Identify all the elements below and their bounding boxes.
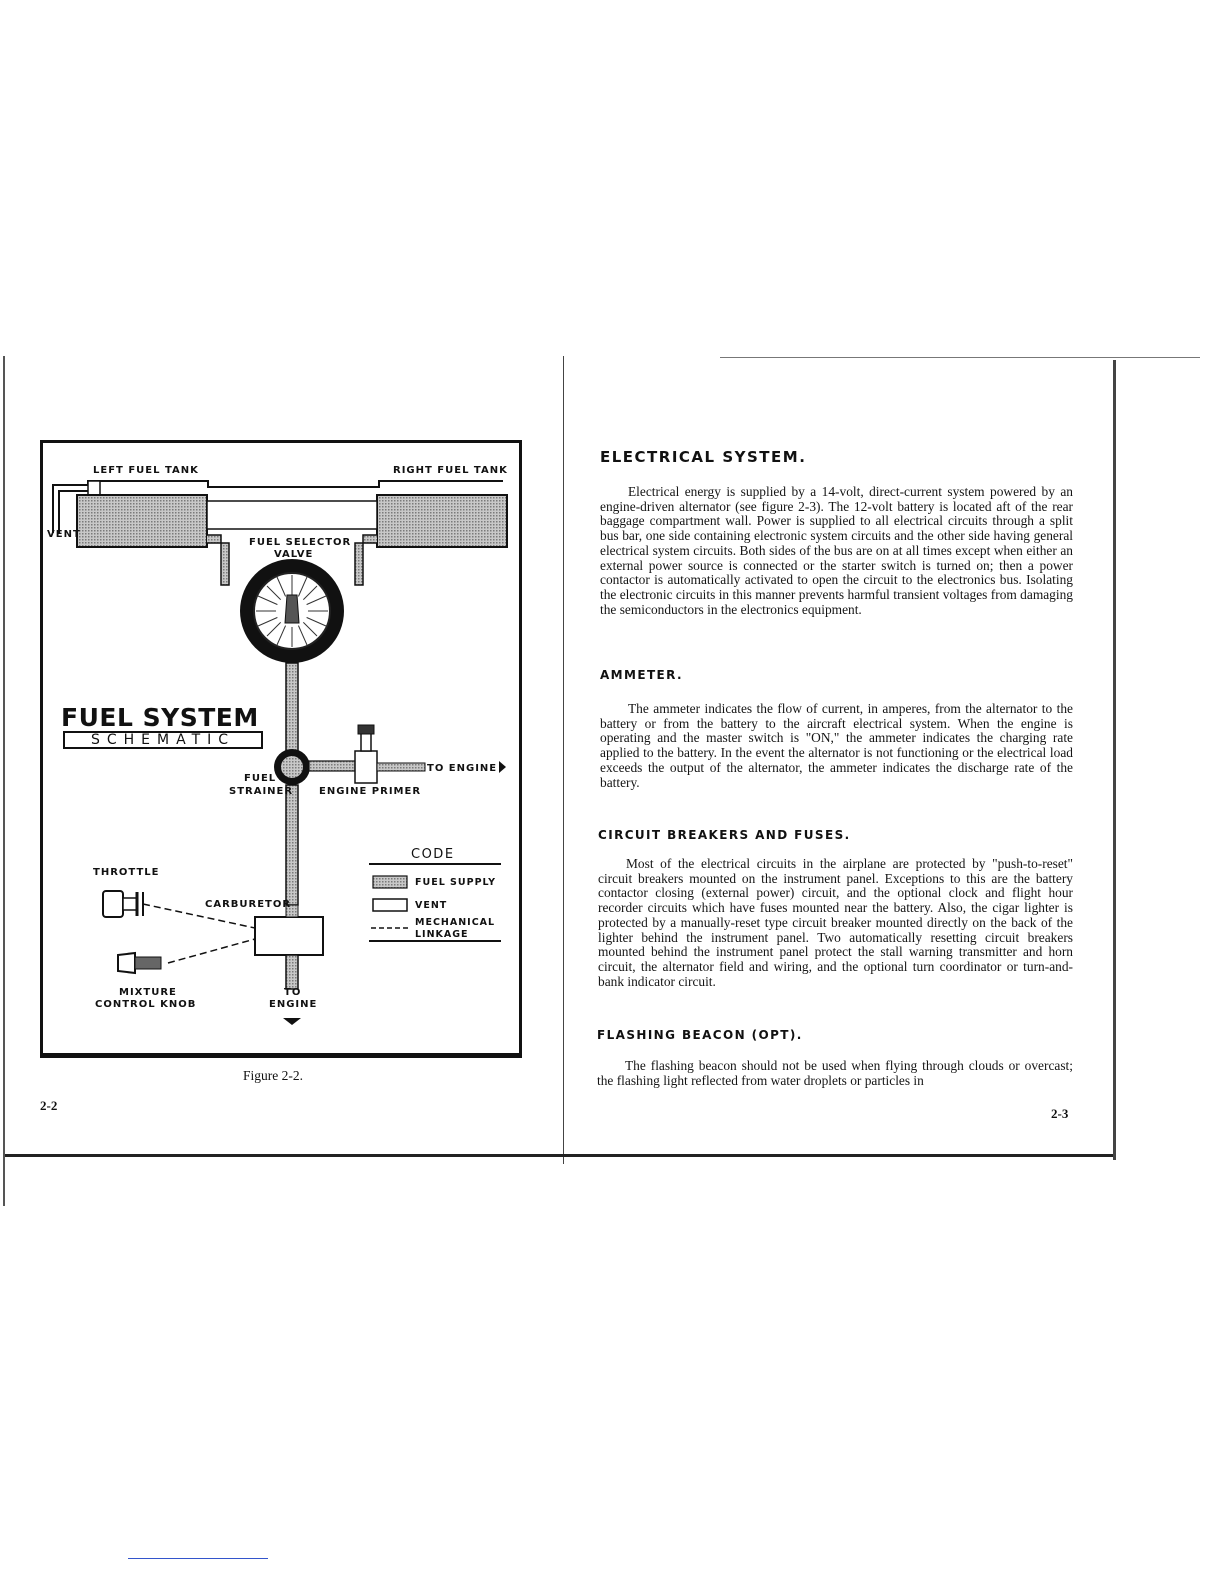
page-gutter-line xyxy=(563,356,564,1164)
flashing-beacon-paragraph: The flashing beacon should not be used when flying through clouds or overcast; the flashing light reflected from water droplets or particles in xyxy=(597,1058,1073,1088)
flashing-beacon-heading: FLASHING BEACON (OPT). xyxy=(597,1028,803,1042)
bottom-binding-line xyxy=(5,1154,1113,1157)
code-vent: VENT xyxy=(415,900,448,911)
circuit-breakers-text xyxy=(598,857,1073,989)
engine-primer-label: ENGINE PRIMER xyxy=(319,786,422,797)
fuel-selector-valve-label: VALVE xyxy=(274,549,314,560)
ammeter-heading: AMMETER. xyxy=(600,668,683,682)
code-mechanical: MECHANICAL xyxy=(415,917,496,928)
left-page-edge xyxy=(3,356,5,1206)
flashing-beacon-text xyxy=(597,1059,1073,1088)
code-linkage: LINKAGE xyxy=(415,929,469,940)
carburetor-label: CARBURETOR xyxy=(205,899,292,910)
left-page-number: 2-2 xyxy=(40,1098,58,1113)
vent-label: VENT xyxy=(47,529,81,540)
code-fuel-supply: FUEL SUPPLY xyxy=(415,877,496,888)
to-engine-label: TO ENGINE xyxy=(427,763,498,774)
right-page-edge xyxy=(1113,360,1116,1160)
schematic-subtitle-box xyxy=(63,731,263,749)
right-page-number: 2-3 xyxy=(1051,1106,1069,1121)
right-fuel-tank-label: RIGHT FUEL TANK xyxy=(393,465,508,476)
throttle-label: THROTTLE xyxy=(93,867,160,878)
right-page-top-line xyxy=(720,357,1200,358)
mixture-label-line2: CONTROL KNOB xyxy=(95,999,197,1010)
fuel-strainer-label-line1: FUEL xyxy=(244,773,277,784)
to-engine-bottom-line2: ENGINE xyxy=(269,999,318,1010)
to-engine-bottom-line1: TO xyxy=(284,987,302,998)
mixture-label-line1: MIXTURE xyxy=(119,987,177,998)
fuel-system-diagram xyxy=(40,440,522,1058)
left-fuel-tank-label: LEFT FUEL TANK xyxy=(93,465,199,476)
fuel-selector-label: FUEL SELECTOR xyxy=(249,537,352,548)
schematic-subtitle: SCHEMATIC xyxy=(90,732,236,748)
electrical-system-heading: ELECTRICAL SYSTEM. xyxy=(600,448,807,466)
bottom-blue-line xyxy=(128,1558,268,1559)
circuit-breakers-heading: CIRCUIT BREAKERS AND FUSES. xyxy=(598,828,851,842)
fuel-system-title: FUEL SYSTEM xyxy=(61,703,259,732)
figure-caption: Figure 2-2. xyxy=(243,1068,303,1083)
ammeter-text xyxy=(600,702,1073,790)
ammeter-paragraph: The ammeter indicates the flow of current, in amperes, from the alternator to the battery or from the battery to the aircraft electrical system. When the engine is operating and the master switch is "ON," the ammeter indicates the charging rate applied to the battery. In the event the alternator is not functioning or the electrical load exceeds the output of the alternator, the ammeter indicates the discharge rate of the battery. xyxy=(600,701,1073,790)
code-heading: CODE xyxy=(411,847,455,862)
electrical-system-text xyxy=(600,485,1073,617)
electrical-system-paragraph: Electrical energy is supplied by a 14-volt, direct-current system powered by an engine-driven alternator (see figure 2-3). The 12-volt battery is located aft of the rear baggage compartment wall. Power is supplied to all electrical circuits through a split bus bar, one side containing electronic system circuits and the other side having general electrical system circuits. Both sides of the bus are on at all times except when either an external power source is connected or the starter switch is turned on; then a power contactor is automatically activated to open the circuit to the electronics bus. Isolating the electronic circuits in this manner prevents harmful transient voltages from damaging the semiconductors in the electronics equipment. xyxy=(600,484,1073,617)
circuit-breakers-paragraph: Most of the electrical circuits in the airplane are protected by "push-to-reset" circuit breakers mounted on the instrument panel. Exceptions to this are the battery contactor closing (external power) circuit, and the optional clock and flight hour recorder circuits which have fuses mounted near the battery. Also, the cigar lighter is protected by a manually-reset type circuit breaker mounted directly on the back of the lighter behind the instrument panel. Two automatically resetting circuit breakers mounted behind the instrument panel protect the stall warning transmitter and horn circuit, the alternator field and wiring, and the optional turn coordinator or turn-and-bank indicator circuit. xyxy=(598,856,1073,989)
fuel-strainer-label-line2: STRAINER xyxy=(229,786,294,797)
